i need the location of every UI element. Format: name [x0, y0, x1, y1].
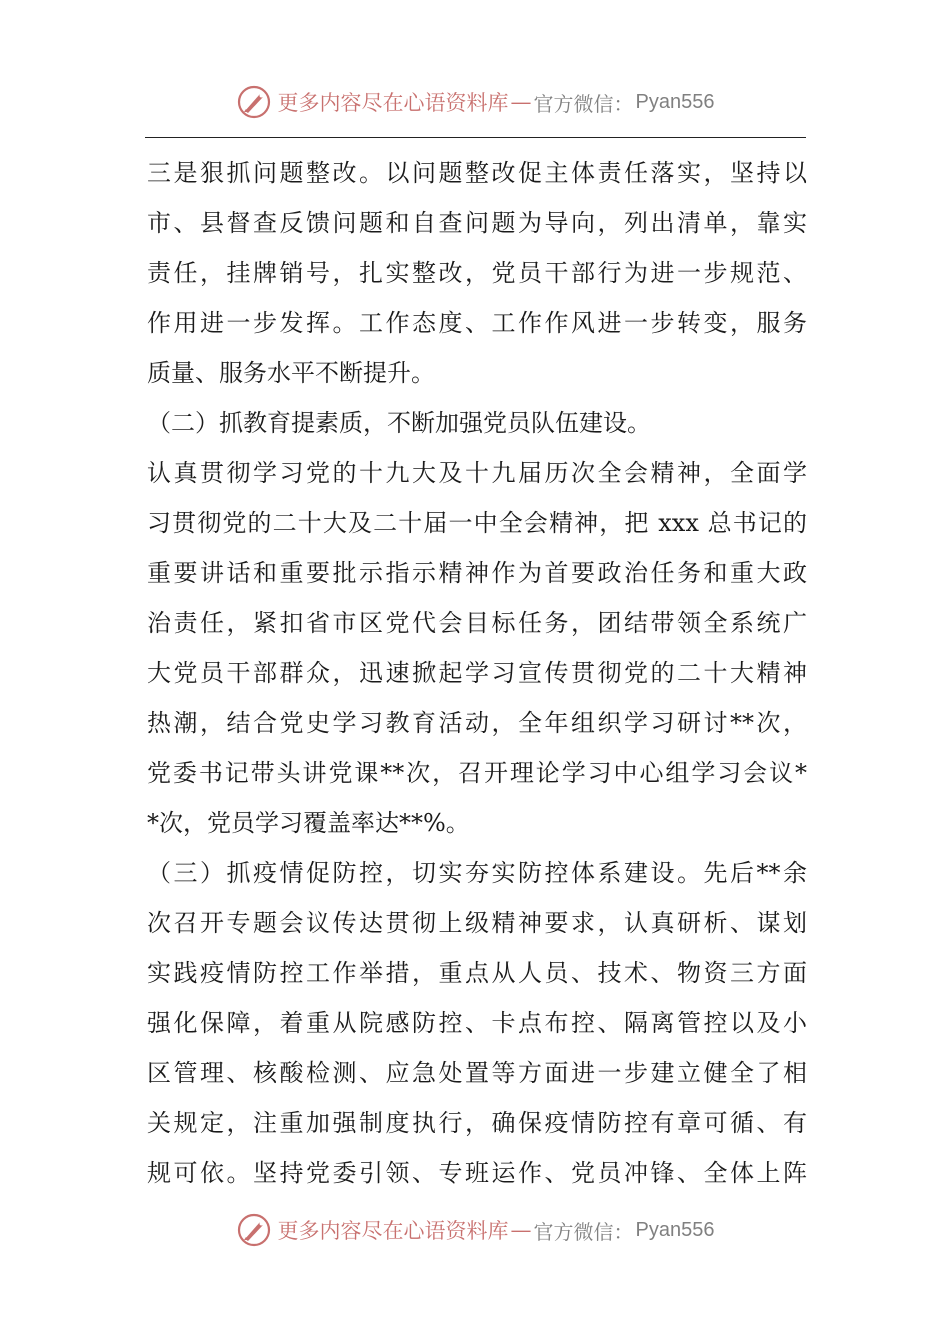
section-heading: （二）抓教育提素质，不断加强党员队伍建设。	[147, 409, 651, 437]
body-line: *次，党员学习覆盖率达**%。	[147, 809, 470, 837]
body-line: 作用进一步发挥。工作态度、工作作风进一步转变，服务	[147, 309, 807, 337]
document-body	[147, 148, 807, 1198]
body-line: 重要讲话和重要批示指示精神作为首要政治任务和重大政	[147, 559, 807, 587]
body-line: 强化保障，着重从院感防控、卡点布控、隔离管控以及小	[147, 1009, 807, 1037]
body-line: 责任，挂牌销号，扎实整改，党员干部行为进一步规范、	[147, 259, 807, 287]
quill-pen-logo-icon	[236, 84, 272, 120]
body-line: 三是狠抓问题整改。以问题整改促主体责任落实，坚持以	[147, 159, 807, 187]
body-line: 市、县督查反馈问题和自查问题为导向，列出清单，靠实	[147, 209, 807, 237]
body-line: 认真贯彻学习党的十九大及十九届历次全会精神，全面学	[147, 459, 807, 487]
body-line: 热潮，结合党史学习教育活动，全年组织学习研讨**次，	[147, 709, 807, 737]
quill-pen-logo-icon	[236, 1212, 272, 1248]
body-line: 党委书记带头讲党课**次，召开理论学习中心组学习会议*	[147, 759, 807, 787]
body-line: 实践疫情防控工作举措，重点从人员、技术、物资三方面	[147, 959, 807, 987]
header-slogan: 更多内容尽在心语资料库	[277, 91, 509, 115]
header-wechat-id: Pyan556	[635, 90, 715, 113]
body-line: 质量、服务水平不断提升。	[147, 359, 435, 387]
body-line: 次召开专题会议传达贯彻上级精神要求，认真研析、谋划	[147, 909, 807, 937]
footer-banner	[0, 1208, 950, 1252]
header-banner	[0, 80, 950, 124]
header-divider	[145, 137, 806, 138]
footer-dash: —	[510, 1218, 532, 1242]
header-dash: —	[510, 90, 532, 114]
body-line: 关规定，注重加强制度执行，确保疫情防控有章可循、有	[147, 1109, 807, 1137]
body-line: 区管理、核酸检测、应急处置等方面进一步建立健全了相	[147, 1059, 807, 1087]
header-official-label: 官方微信：	[533, 91, 634, 116]
section-heading: （三）抓疫情促防控，切实夯实防控体系建设。先后**余	[147, 859, 807, 887]
body-line: 习贯彻党的二十大及二十届一中全会精神，把 xxx 总书记的	[147, 509, 807, 537]
body-line: 治责任，紧扣省市区党代会目标任务，团结带领全系统广	[147, 609, 807, 637]
body-line: 大党员干部群众，迅速掀起学习宣传贯彻党的二十大精神	[147, 659, 807, 687]
footer-wechat-id: Pyan556	[635, 1218, 715, 1241]
footer-official-label: 官方微信：	[533, 1219, 634, 1244]
footer-slogan: 更多内容尽在心语资料库	[277, 1219, 509, 1243]
body-line: 规可依。坚持党委引领、专班运作、党员冲锋、全体上阵	[147, 1159, 807, 1187]
